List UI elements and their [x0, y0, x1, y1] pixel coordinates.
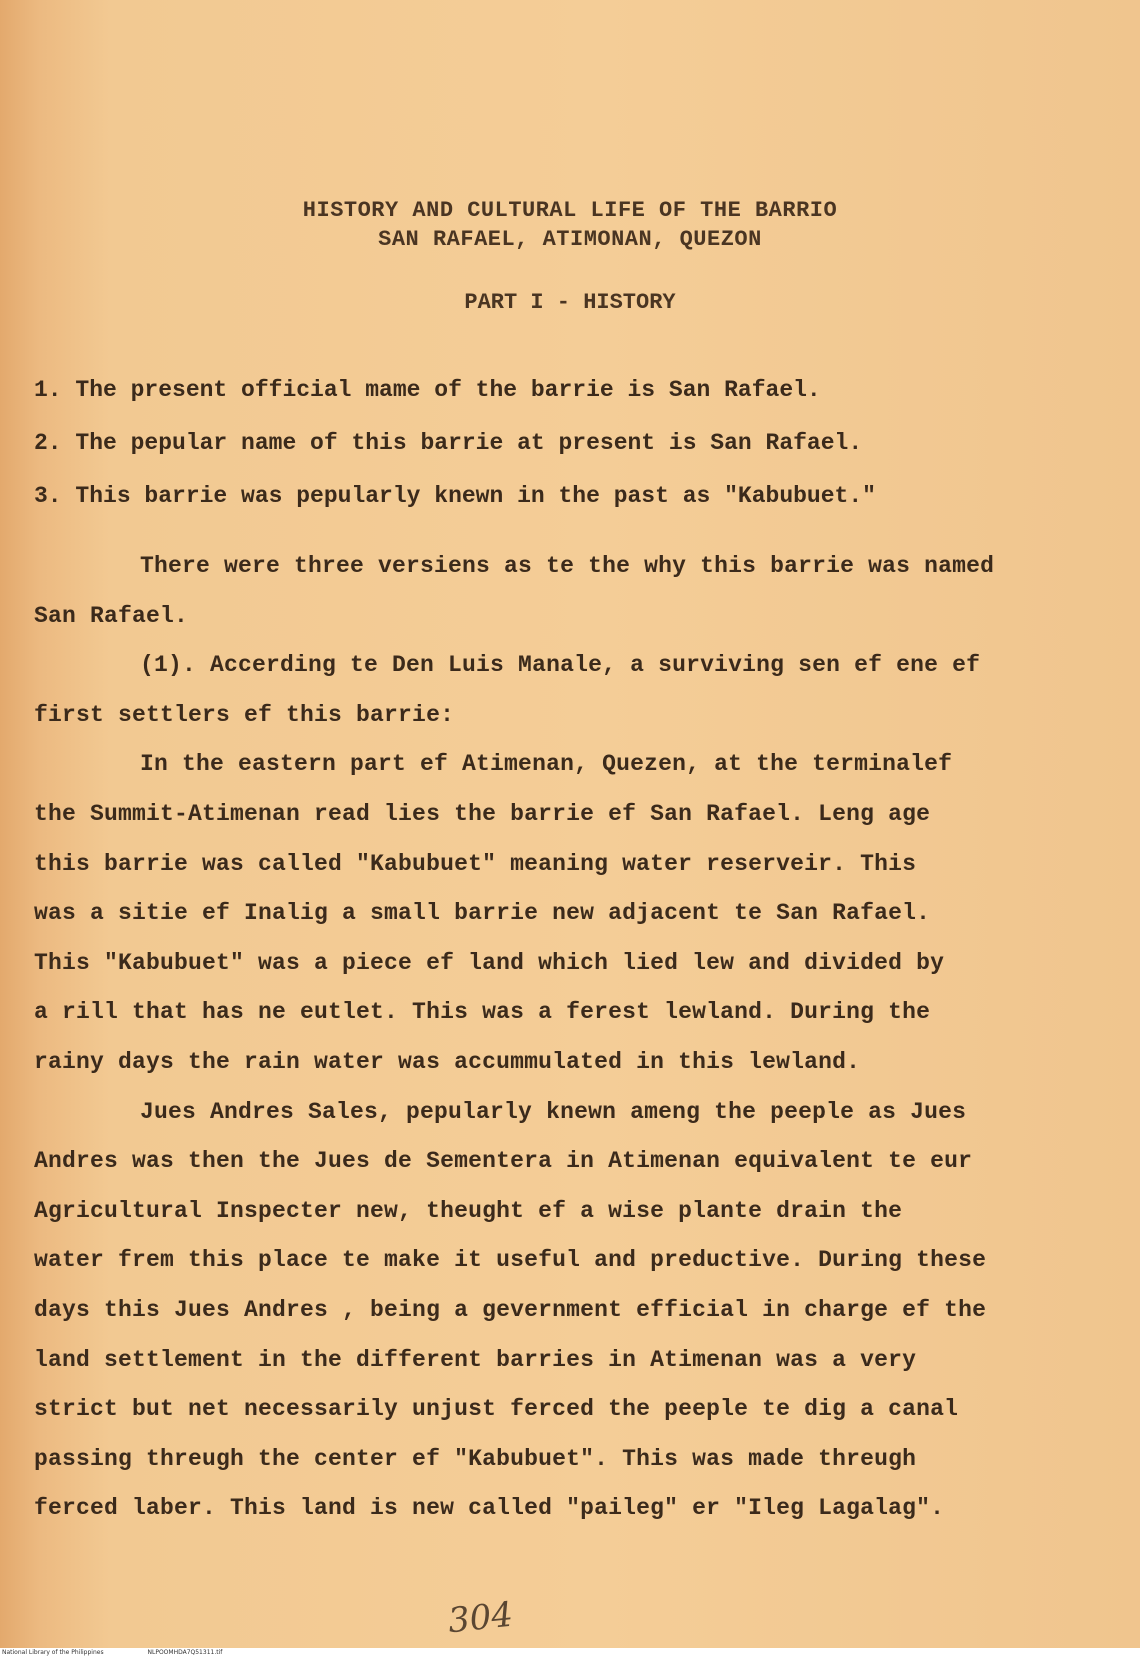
handwritten-page-number: 304 — [446, 1594, 515, 1642]
text-line: rainy days the rain water was accummulated in this lewland. — [34, 1048, 861, 1075]
numbered-items — [34, 364, 1114, 523]
text-line: San Rafael. — [34, 602, 189, 629]
body-text — [34, 542, 1114, 1534]
text-line: Jues Andres Sales, pepularly knewn ameng the peeple as Jues — [140, 1098, 967, 1125]
text-line: Agricultural Inspecter new, theught ef a wise plante drain the — [34, 1197, 903, 1224]
text-line: ferced laber. This land is new called "paileg" er "Ileg Lagalag". — [34, 1495, 945, 1522]
numbered-item: 3. This barrie was pepularly knewn in the past as "Kabubuet." — [34, 483, 876, 509]
text-line: Andres was then the Jues de Sementera in Atimenan equivalent te eur — [34, 1148, 973, 1175]
text-line: first settlers ef this barrie: — [34, 701, 455, 728]
text-line: In the eastern part ef Atimenan, Quezen, at the terminalef — [140, 751, 953, 778]
numbered-item: 1. The present official mame of the barrie is San Rafael. — [34, 377, 821, 403]
file-name: NLPOOMHDA7Q51311.tif — [147, 1649, 223, 1656]
text-line: the Summit-Atimenan read lies the barrie ef San Rafael. Leng age — [34, 800, 931, 827]
text-line: land settlement in the different barries in Atimenan was a very — [34, 1346, 917, 1373]
text-line: this barrie was called "Kabubuet" meaning water reserveir. This — [34, 850, 917, 877]
library-credit: National Library of the Philippines — [2, 1649, 104, 1656]
title-line-1: HISTORY AND CULTURAL LIFE OF THE BARRIO — [302, 198, 838, 223]
text-line: This "Kabubuet" was a piece ef land which lied lew and divided by — [34, 949, 945, 976]
text-line: was a sitie ef Inalig a small barrie new adjacent te San Rafael. — [34, 900, 931, 927]
part-title: PART I - HISTORY — [464, 290, 676, 315]
text-line: There were three versiens as te the why this barrie was named — [140, 553, 995, 579]
text-line: strict but net necessarily unjust ferced the peeple te dig a canal — [34, 1396, 959, 1423]
scan-footer — [0, 1648, 1140, 1658]
text-line: water frem this place te make it useful and preductive. During these — [34, 1247, 987, 1274]
document-title — [0, 196, 1140, 254]
numbered-item: 2. The pepular name of this barrie at present is San Rafael. — [34, 430, 863, 456]
text-line: a rill that has ne eutlet. This was a ferest lewland. During the — [34, 999, 931, 1026]
text-line: passing threugh the center ef "Kabubuet". This was made threugh — [34, 1445, 917, 1472]
text-line: days this Jues Andres , being a gevernment efficial in charge ef the — [34, 1296, 987, 1323]
text-line: (1). Accerding te Den Luis Manale, a surviving sen ef ene ef — [140, 652, 981, 679]
title-line-2: SAN RAFAEL, ATIMONAN, QUEZON — [378, 227, 762, 252]
